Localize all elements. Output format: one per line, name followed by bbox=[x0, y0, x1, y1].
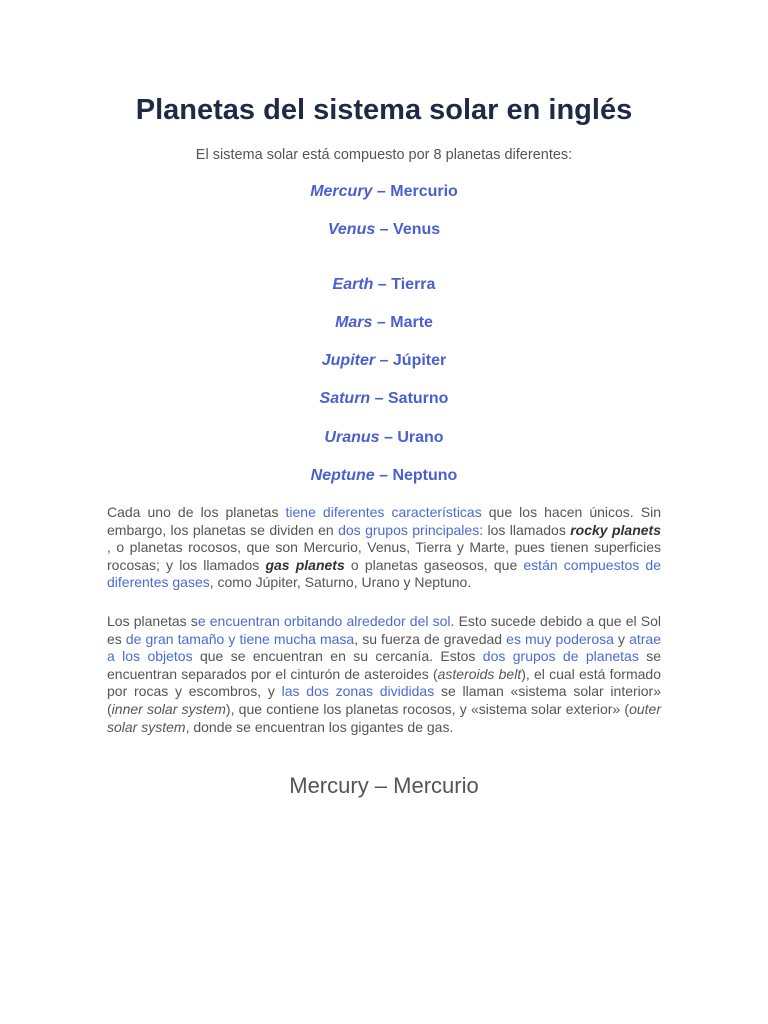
planet-english-name: Mars bbox=[335, 314, 373, 331]
section-heading-mercury: Mercury – Mercurio bbox=[289, 773, 479, 798]
highlighted-phrase: tiene diferentes características bbox=[285, 504, 482, 520]
planet-english-name: Venus bbox=[327, 221, 376, 238]
paragraph-text: ), el cual está formado por rocas y escombros, y bbox=[107, 665, 661, 700]
planet-spanish-name: Neptuno bbox=[392, 467, 458, 484]
planet-item-saturn bbox=[0, 389, 768, 409]
page-title: Planetas del sistema solar en inglés bbox=[135, 94, 633, 126]
paragraph-text: , o planetas rocosos, que son Mercurio, Venus, Tierra y Marte, pues tienen superficies rocosas; y los llamados bbox=[107, 539, 661, 573]
paragraph-text: . Esto sucede debido a que el Sol es bbox=[107, 613, 661, 647]
paragraph-text: , donde se encuentran los gigantes de gas. bbox=[185, 718, 454, 735]
paragraph-text: ), que contiene los planetas rocosos, y «sistema solar exterior» ( bbox=[225, 700, 630, 717]
paragraph-text: , su fuerza de gravedad bbox=[354, 630, 507, 647]
planet-item-mercury bbox=[0, 182, 768, 202]
paragraph-text: que los hacen únicos. Sin embargo, los planetas se dividen en bbox=[107, 504, 661, 538]
paragraph-text: : los llamados bbox=[479, 521, 571, 538]
planet-item-venus bbox=[0, 220, 768, 240]
planet-english-name: Neptune bbox=[310, 467, 375, 484]
highlighted-phrase: e encuentran orbitando alrededor del sol bbox=[197, 613, 451, 629]
paragraph-text: o planetas gaseosos, que bbox=[344, 556, 524, 573]
planet-separator: – bbox=[375, 221, 394, 238]
italic-term: outer solar system bbox=[107, 700, 661, 735]
planet-english-name: Earth bbox=[332, 276, 374, 293]
planet-separator: – bbox=[372, 314, 391, 331]
planet-separator: – bbox=[373, 276, 392, 293]
highlighted-phrase: es muy poderosa bbox=[506, 630, 614, 647]
highlighted-phrase: están compuestos de diferentes gases bbox=[107, 556, 661, 591]
highlighted-phrase: de gran tamaño y tiene mucha masa bbox=[125, 630, 355, 647]
planet-spanish-name: Tierra bbox=[391, 276, 436, 293]
paragraph-orbits bbox=[107, 613, 661, 736]
paragraph-text: Los planetas s bbox=[107, 613, 198, 629]
planet-spanish-name: Venus bbox=[393, 221, 441, 238]
paragraph-text: que se encuentran en su cercanía. Estos bbox=[192, 648, 483, 665]
planet-item-mars bbox=[0, 313, 768, 333]
planet-spanish-name: Mercurio bbox=[390, 183, 458, 200]
planet-spanish-name: Júpiter bbox=[392, 352, 447, 369]
paragraph-text: Cada uno de los planetas bbox=[107, 504, 286, 520]
planet-separator: – bbox=[375, 352, 393, 369]
highlighted-phrase: las dos zonas divididas bbox=[281, 683, 435, 700]
planet-item-uranus bbox=[0, 428, 768, 448]
planet-english-name: Jupiter bbox=[321, 352, 376, 369]
highlighted-phrase: dos grupos de planetas bbox=[482, 648, 639, 665]
planet-spanish-name: Urano bbox=[397, 429, 444, 446]
planet-item-neptune bbox=[0, 466, 768, 486]
planet-english-name: Uranus bbox=[324, 429, 380, 446]
emphasized-term: rocky planets bbox=[570, 521, 661, 538]
planet-spanish-name: Marte bbox=[390, 314, 433, 331]
planet-separator: – bbox=[374, 467, 393, 484]
highlighted-phrase: atrae a los objetos bbox=[107, 630, 661, 665]
emphasized-term: gas planets bbox=[265, 556, 345, 573]
planet-separator: – bbox=[370, 390, 388, 407]
planet-spanish-name: Saturno bbox=[388, 390, 449, 407]
planet-separator: – bbox=[379, 429, 398, 446]
planet-english-name: Saturn bbox=[319, 390, 371, 407]
italic-term: inner solar system bbox=[111, 700, 226, 717]
italic-term: asteroids belt bbox=[437, 665, 522, 682]
paragraph-text: se encuentran separados por el cinturón de asteroides ( bbox=[107, 648, 661, 682]
planet-item-jupiter bbox=[0, 351, 768, 371]
planet-english-name: Mercury bbox=[310, 183, 373, 200]
paragraph-text: se llaman «sistema solar interior» ( bbox=[107, 683, 662, 717]
highlighted-phrase: dos grupos principales bbox=[338, 521, 480, 538]
paragraph-text: y bbox=[613, 630, 630, 647]
planet-separator: – bbox=[372, 183, 391, 200]
paragraph-text: , como Júpiter, Saturno, Urano y Neptuno. bbox=[209, 574, 472, 591]
planet-item-earth bbox=[0, 275, 768, 295]
intro-text: El sistema solar está compuesto por 8 planetas diferentes: bbox=[195, 147, 573, 163]
paragraph-planet-groups bbox=[107, 504, 661, 592]
